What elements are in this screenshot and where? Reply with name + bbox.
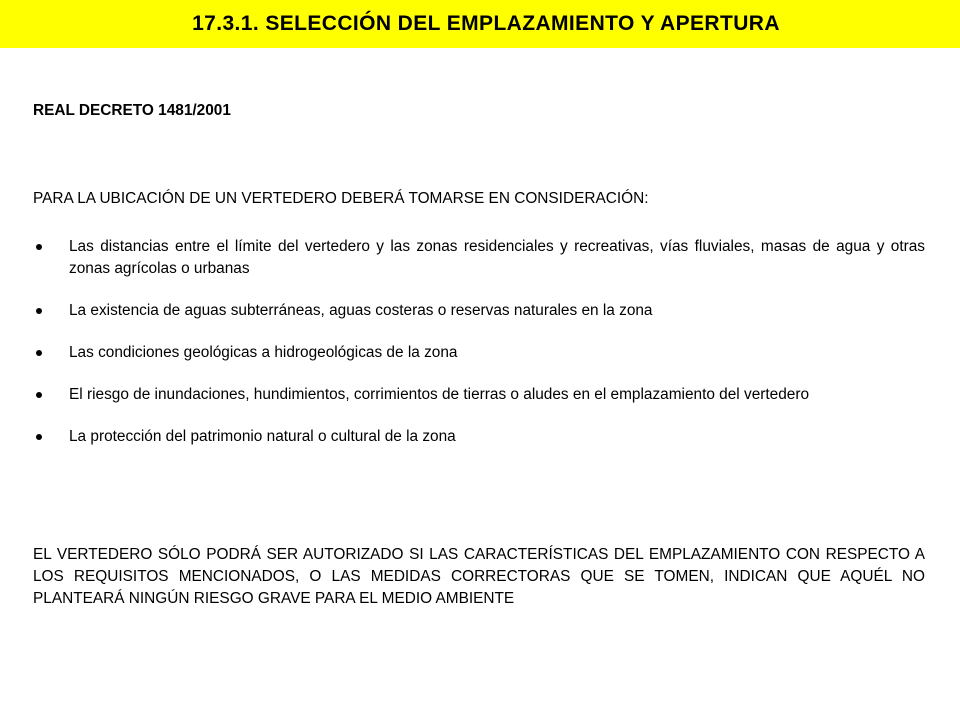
list-item [33, 236, 925, 280]
list-item [33, 384, 925, 406]
list-item [33, 300, 925, 322]
bullet-icon [36, 244, 42, 250]
page-title: 17.3.1. SELECCIÓN DEL EMPLAZAMIENTO Y APERTURA [192, 12, 780, 35]
bullet-icon [36, 350, 42, 356]
title-bar [0, 0, 960, 48]
decree-subtitle: REAL DECRETO 1481/2001 [33, 102, 231, 119]
bullet-icon [36, 308, 42, 314]
list-item-text: Las condiciones geológicas a hidrogeológicas de la zona [69, 344, 458, 361]
list-item-text: La protección del patrimonio natural o cultural de la zona [69, 428, 456, 445]
bullet-icon [36, 434, 42, 440]
intro-text: PARA LA UBICACIÓN DE UN VERTEDERO DEBERÁ TOMARSE EN CONSIDERACIÓN: [33, 190, 649, 207]
bullet-list [33, 236, 925, 468]
list-item-text: La existencia de aguas subterráneas, aguas costeras o reservas naturales en la zona [69, 302, 653, 319]
list-item [33, 426, 925, 448]
list-item-text: Las distancias entre el límite del vertedero y las zonas residenciales y recreativas, vías fluviales, masas de agua y otras zonas agrícolas o urbanas [69, 238, 925, 277]
bullet-icon [36, 392, 42, 398]
list-item-text: El riesgo de inundaciones, hundimientos, corrimientos de tierras o aludes en el emplazamiento del vertedero [69, 386, 810, 403]
list-item [33, 342, 925, 364]
conclusion-text: EL VERTEDERO SÓLO PODRÁ SER AUTORIZADO SI LAS CARACTERÍSTICAS DEL EMPLAZAMIENTO CON RESPECTO A LOS REQUISITOS MENCIONADOS, O LAS MEDIDAS CORRECTORAS QUE SE TOMEN, INDICAN QUE AQUÉL NO PLANTEARÁ NINGÚN RIESGO GRAVE PARA EL MEDIO AMBIENTE [33, 546, 925, 607]
slide-content [33, 100, 925, 607]
